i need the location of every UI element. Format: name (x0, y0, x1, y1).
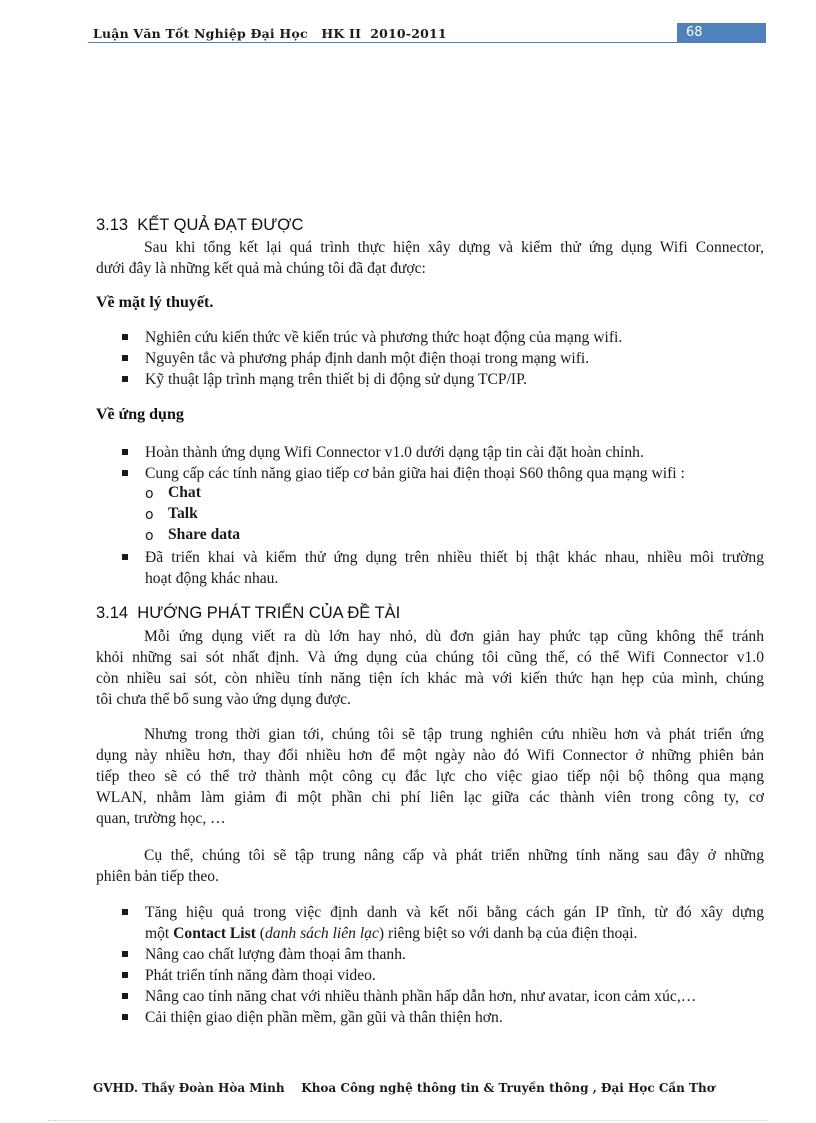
bullet-icon (122, 993, 128, 999)
list-item-text: ) riêng biệt so với danh bạ của điện thoại. (378, 925, 638, 942)
bullet-icon (122, 470, 128, 476)
list-item: Cung cấp các tính năng giao tiếp cơ bản giữa hai điện thoại S60 thông qua mạng wifi : (145, 465, 685, 482)
paragraph (96, 724, 764, 829)
paragraph-line: còn nhiều sai sót, còn nhiều tính năng tiện ích khác mà với kiến thức hạn hẹp của mình, chúng (96, 670, 764, 687)
bullet-icon (122, 1014, 128, 1020)
section-heading-3-14: 3.14 HƯỚNG PHÁT TRIỂN CỦA ĐỀ TÀI (96, 604, 401, 622)
list-item: Nâng cao chất lượng đàm thoại âm thanh. (145, 946, 406, 963)
circle-bullet-icon: o (145, 528, 154, 544)
section-3-13-intro (96, 237, 764, 279)
sub-list-item: Share data (168, 526, 241, 543)
page-number: 68 (677, 23, 766, 42)
list-item: Nghiên cứu kiến thức về kiến trúc và phương thức hoạt động của mạng wifi. (145, 329, 623, 346)
bullet-icon (122, 334, 128, 340)
paragraph (96, 845, 764, 887)
list-item-line: hoạt động khác nhau. (145, 570, 279, 587)
sub-list-item: Talk (168, 505, 198, 522)
paragraph-line: dụng này nhiều hơn, thay đổi nhiều hơn để một ngày nào đó Wifi Connector ở những phiên bản (96, 747, 764, 764)
list-item: Cải thiện giao diện phần mềm, gần gũi và thân thiện hơn. (145, 1009, 503, 1026)
running-header-title: Luận Văn Tốt Nghiệp Đại Học HK II 2010-2011 (93, 26, 447, 41)
paragraph (96, 626, 764, 710)
running-footer: GVHD. Thầy Đoàn Hòa Minh Khoa Công nghệ thông tin & Truyền thông , Đại Học Cần Thơ (93, 1081, 715, 1095)
bullet-icon (122, 909, 128, 915)
bullet-icon (122, 449, 128, 455)
list-item-line (145, 923, 764, 944)
contact-list-term: Contact List (173, 925, 256, 942)
list-item (145, 902, 764, 944)
paragraph-line: Cụ thể, chúng tôi sẽ tập trung nâng cấp và phát triển những tính năng sau đây ở những (144, 847, 764, 864)
bullet-icon (122, 355, 128, 361)
list-item-line: Tăng hiệu quả trong việc định danh và kết nối bằng cách gán IP tĩnh, từ đó xây dựng (145, 904, 764, 921)
bullet-icon (122, 951, 128, 957)
paragraph-line: tiếp theo sẽ có thể trở thành một công cụ đắc lực cho việc giao tiếp nội bộ thông qua mạng (96, 768, 764, 785)
circle-bullet-icon: o (145, 507, 154, 523)
paragraph-line: Nhưng trong thời gian tới, chúng tôi sẽ tập trung nghiên cứu nhiều hơn và phát triển ứng (144, 726, 764, 743)
list-item: Nguyên tắc và phương pháp định danh một điện thoại trong mạng wifi. (145, 350, 590, 367)
header-rule (88, 42, 766, 43)
list-item-line: Đã triển khai và kiểm thử ứng dụng trên nhiều thiết bị thật khác nhau, nhiều môi trường (145, 549, 764, 566)
list-item: Nâng cao tính năng chat với nhiều thành phần hấp dẫn hơn, như avatar, icon cảm xúc,… (145, 988, 697, 1005)
footer-divider (48, 1120, 768, 1122)
contact-list-translation: danh sách liên lạc (265, 925, 379, 942)
circle-bullet-icon: o (145, 486, 154, 502)
section-heading-3-13: 3.13 KẾT QUẢ ĐẠT ĐƯỢC (96, 216, 304, 234)
paragraph-line: quan, trường học, … (96, 810, 226, 827)
paragraph-line: Mỗi ứng dụng viết ra dù lớn hay nhỏ, dù đơn giản hay phức tạp cũng không thể tránh (144, 628, 764, 645)
paragraph-line: WLAN, nhằm làm giảm đi một phần chi phí liên lạc giữa các thành viên trong công ty, cơ (96, 789, 764, 806)
sub-list-item: Chat (168, 484, 201, 501)
subheading-theory: Về mặt lý thuyết. (96, 294, 214, 311)
list-item-text: ( (255, 925, 265, 942)
paragraph-line: khỏi những sai sót nhất định. Và ứng dụng của chúng tôi cũng thế, có thể Wifi Connector v1.0 (96, 649, 764, 666)
bullet-icon (122, 972, 128, 978)
list-item: Hoàn thành ứng dụng Wifi Connector v1.0 dưới dạng tập tin cài đặt hoàn chỉnh. (145, 444, 644, 461)
bullet-icon (122, 554, 128, 560)
intro-line: dưới đây là những kết quả mà chúng tôi đã đạt được: (96, 260, 426, 277)
bullet-icon (122, 376, 128, 382)
intro-line: Sau khi tổng kết lại quá trình thực hiện xây dựng và kiểm thử ứng dụng Wifi Connector, (144, 239, 764, 256)
list-item-text: một (145, 925, 174, 942)
list-item: Kỹ thuật lập trình mạng trên thiết bị di động sử dụng TCP/IP. (145, 371, 527, 388)
paragraph-line: phiên bản tiếp theo. (96, 868, 219, 885)
subheading-application: Về ứng dụng (96, 406, 184, 423)
list-item (145, 547, 764, 589)
paragraph-line: tôi chưa thể bổ sung vào ứng dụng được. (96, 691, 351, 708)
list-item: Phát triển tính năng đàm thoại video. (145, 967, 376, 984)
